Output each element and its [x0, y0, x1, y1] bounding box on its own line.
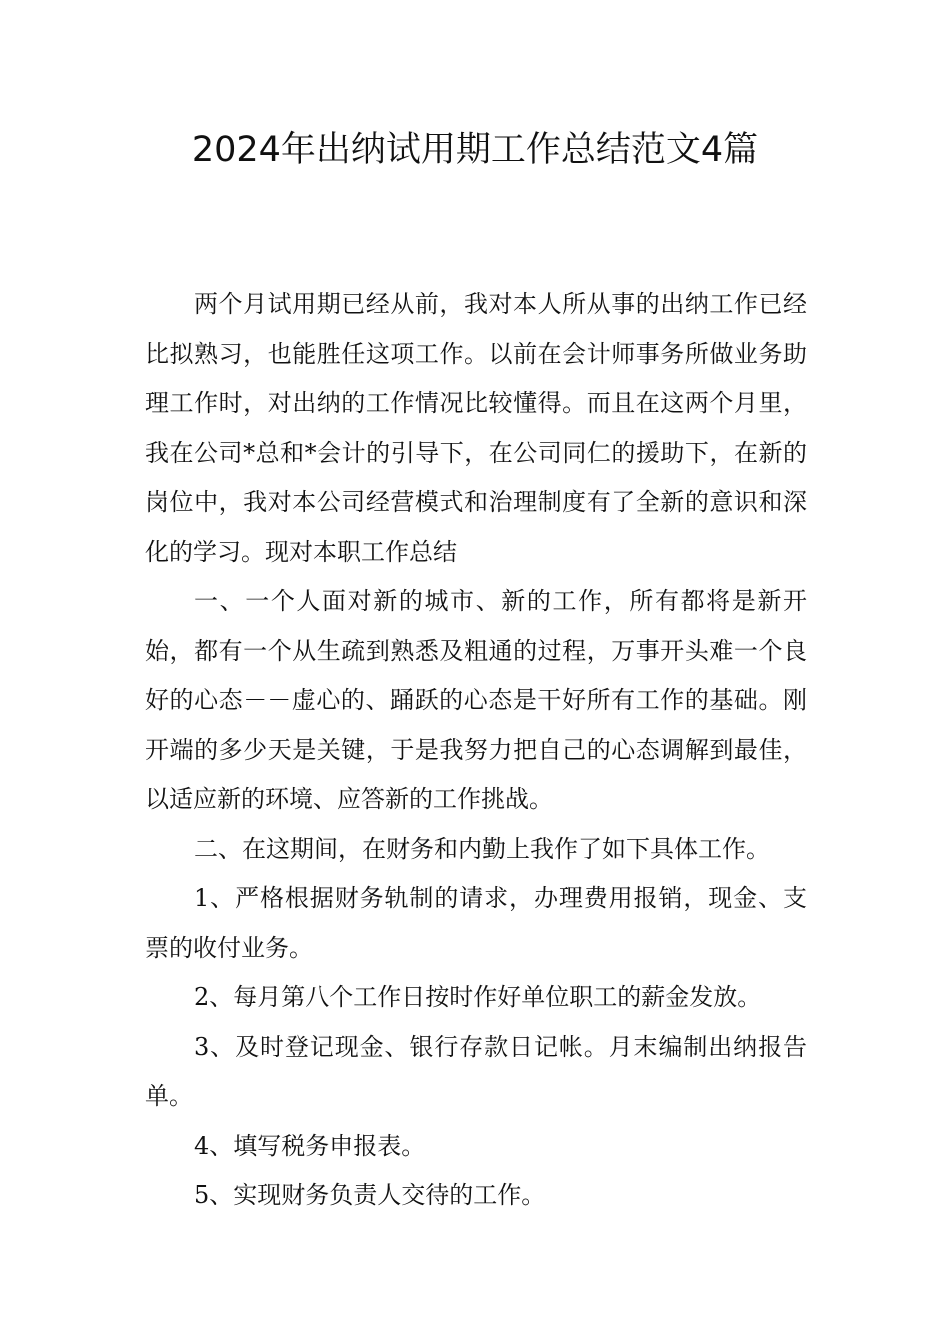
paragraph-section-1: 一、一个人面对新的城市、新的工作，所有都将是新开始，都有一个从生疏到熟悉及粗通的过程，万事开头难一个良好的心态－－虚心的、踊跃的心态是干好所有工作的基础。刚开端的多少天是关键，于是我努力把自己的心态调解到最佳，以适应新的环境、应答新的工作挑战。 — [145, 587, 807, 813]
paragraph-section-2: 二、在这期间，在财务和内勤上我作了如下具体工作。 — [194, 834, 770, 863]
paragraph-item-2: 2、每月第八个工作日按时作好单位职工的薪金发放。 — [194, 983, 762, 1011]
document-title: 2024年出纳试用期工作总结范文4篇 — [191, 130, 759, 170]
document-body — [145, 280, 807, 1221]
paragraph-intro: 两个月试用期已经从前，我对本人所从事的出纳工作已经比拟熟习，也能胜任这项工作。以前在会计师事务所做业务助理工作时，对出纳的工作情况比较懂得。而且在这两个月里，我在公司*总和*会计的引导下，在公司同仁的援助下，在新的岗位中，我对本公司经营模式和治理制度有了全新的意识和深化的学习。现对本职工作总结 — [145, 290, 807, 566]
paragraph-item-4: 4、填写税务申报表。 — [194, 1131, 426, 1160]
paragraph-item-5: 5、实现财务负责人交待的工作。 — [194, 1181, 546, 1209]
paragraph-item-1: 1、严格根据财务轨制的请求，办理费用报销，现金、支票的收付业务。 — [145, 884, 807, 962]
paragraph-item-3: 3、及时登记现金、银行存款日记帐。月末编制出纳报告单。 — [145, 1032, 807, 1110]
